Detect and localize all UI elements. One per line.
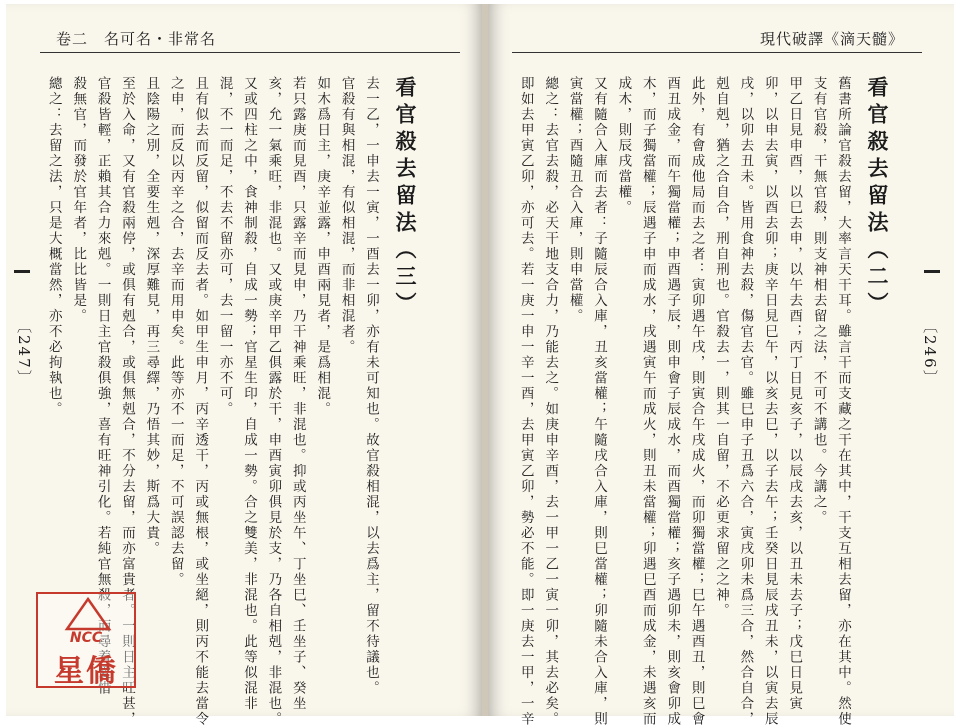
text-column: 戌，以卯去丑未。皆用食神去殺，傷官去官。雖巳申子丑爲六合，寅戌卯未爲三合，然合自合，	[737, 76, 754, 727]
text-column: 又有隨合入庫而去者：子隨辰合入庫，丑亥當權；午隨戌合入庫，則巳當權；卯隨未合入庫，則	[591, 76, 607, 727]
left-running-header: 卷二 名可名・非常名	[56, 30, 217, 48]
text-column: 剋自剋，猶之合自合，刑自刑也。官殺去一，則其一自留，不必更求留之之神。	[713, 76, 729, 619]
text-column: 至於入命，又有官殺兩停，或俱有剋合，或俱無剋合，不分去留，而亦富貴者。一則日主旺甚，	[119, 76, 135, 727]
text-column: 殺無官，而發於官年者，比比皆是。	[70, 76, 87, 324]
text-column: 寅當權；酉隨丑合入庫，則申當權。	[566, 76, 583, 324]
right-running-header: 現代破譯《滴天髓》	[759, 30, 904, 48]
left-section-title: 看官殺去留法（三）	[393, 76, 418, 319]
right-edge-mark	[924, 270, 940, 273]
left-page-number: 〔247〕	[15, 318, 33, 387]
text-column: 卯，以申去寅，以酉去卯；庚辛日見巳午，以亥去巳，以子去午；壬癸日見辰戌丑未，以寅去辰	[761, 76, 778, 727]
text-column: 亥，允一氣乘旺，非混也。又或庚辛甲乙俱露於干，申酉寅卯俱見於支，乃各自相剋，非混也。	[265, 76, 282, 727]
left-edge-mark	[14, 270, 30, 273]
text-column: 木，而子獨當權；辰遇子申而成水，戌遇寅午而成火，則丑未當權；卯遇巳酉而成金，未遇亥而	[639, 76, 656, 727]
text-column: 總之：去留之法，只是大概當然，亦不必拘執也。	[45, 76, 62, 417]
text-column: 且陰陽之別，全要生剋，深厚難見，再三尋繹，乃悟其妙，斯爲大貴。	[143, 76, 160, 557]
text-column: 去一乙，一申去一寅，一酉去一卯，亦有未可知也。故官殺相混，以去爲主，留不待議也。	[363, 76, 379, 696]
right-header-rule	[512, 52, 922, 53]
stamp-latin-text: NCC	[69, 630, 103, 646]
text-column: 之申，而反以丙辛之合，去辛而用申矣。此等亦不一而足，不可誤認去留。	[167, 76, 184, 588]
text-column: 且有似去而反留，似留而反去者。如甲生申月，丙辛透干，丙或無根，或坐絕，則丙不能去當令	[192, 76, 209, 727]
text-column: 此外，有會成他局而去之者：寅卯遇午戌，則寅合午戌成火，而卯獨當權；巳午遇酉丑，則巳會	[688, 76, 705, 727]
text-column: 若只露庚而見酉，只露辛而見申，乃干神乘旺，非混也。抑或丙坐午、丁坐巳、壬坐子、癸坐	[289, 76, 306, 712]
text-column: 如木爲日主，庚辛並露，申酉兩見者，是爲相混。	[314, 76, 331, 417]
text-column: 支有官殺，干無官殺，則支神相去留之法，不可不講也。今講之。	[810, 76, 827, 526]
right-section-title: 看官殺去留法（二）	[865, 76, 890, 319]
text-column: 成木，則辰戌當權。	[615, 76, 632, 216]
left-header-rule	[40, 52, 460, 53]
text-column: 混，不一而足，不去不留亦可，去一留一亦不可。	[216, 76, 233, 417]
text-column: 總之：去官去殺，必天干地支合力，乃能去之。如庚申辛酉，去一甲一乙一寅一卯，其去必矣。	[542, 76, 559, 727]
text-column: 甲乙日見申酉，以巳去申，以午去酉；丙丁日見亥子，以辰戌去亥，以丑未去子；戊巳日見寅	[786, 76, 803, 712]
stamp-chinese-text: 星僑	[54, 654, 118, 689]
publisher-stamp	[36, 592, 136, 688]
triangle-logo-icon	[64, 596, 112, 632]
text-column: 又或四柱之中，食神制殺，自成一勢；官星生印，自成一勢。合之雙美，非混也。此等似混非	[241, 76, 257, 712]
text-column: 官殺有與相混，有似相混，而非相混者。	[338, 76, 355, 355]
text-column: 舊書所論官殺去留，大率言天干耳。雖言干而支藏之干在其中，干支互相去留，亦在其中。然使	[835, 76, 851, 727]
text-column: 酉丑成金，而午獨當權；申酉遇子辰，則申會子辰成水，而酉獨當權；亥子遇卯未，則亥會卯成	[664, 76, 681, 727]
right-page-number: 〔246〕	[921, 318, 939, 387]
text-column: 官殺皆輕，正賴其合力來剋。一則日主官殺俱強，喜有旺神引化。若純官無殺，而尋着愛惜	[94, 76, 111, 696]
text-column: 即如去甲寅乙卯，亦可去。若一庚一申一辛一酉，去甲寅乙卯，勢必不能。即一庚去一甲，一辛	[517, 76, 534, 727]
